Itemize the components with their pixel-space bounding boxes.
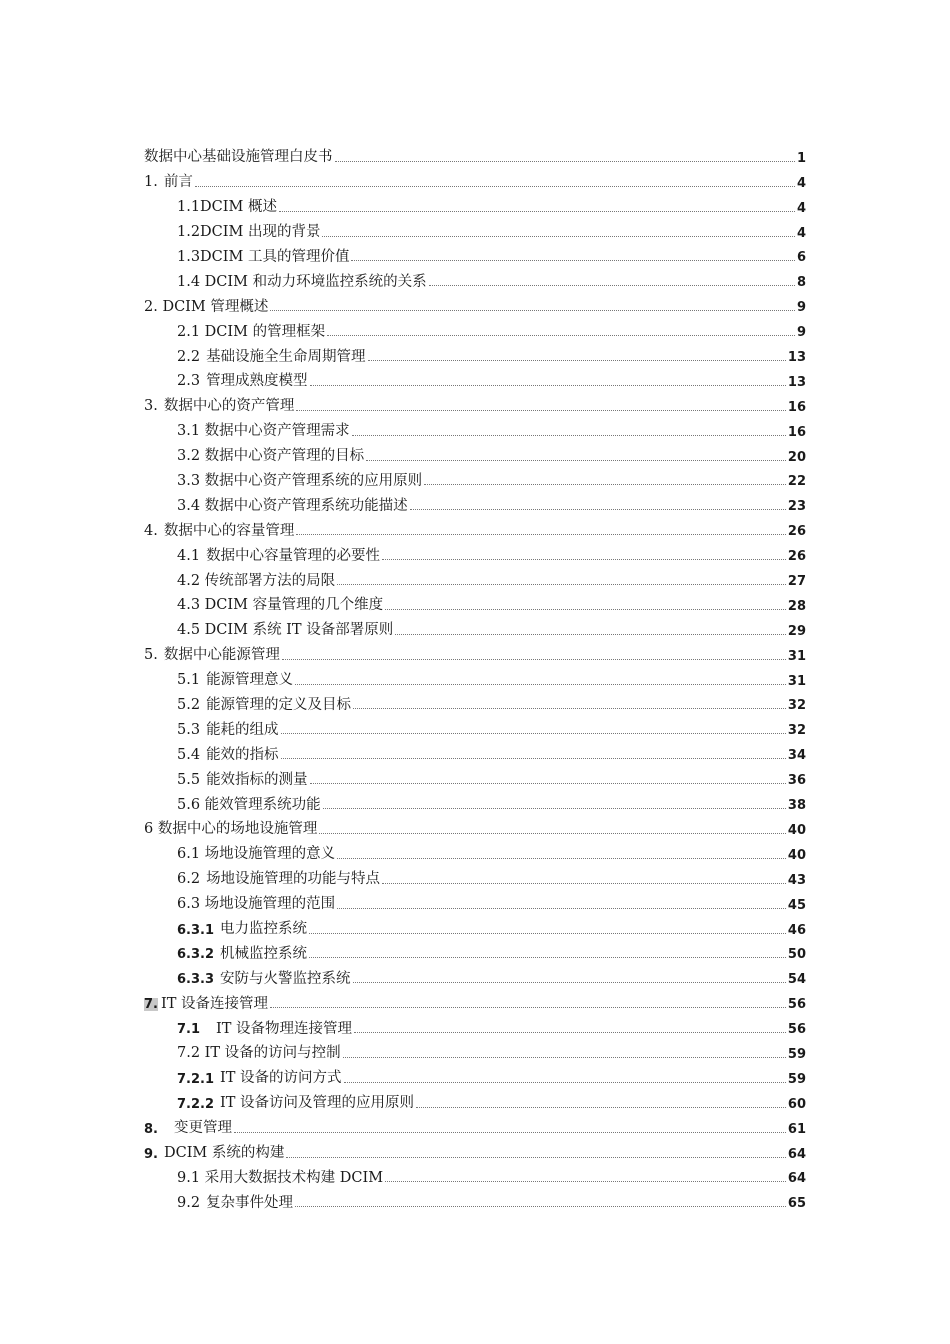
dot-leader	[385, 609, 786, 610]
toc-entry[interactable]	[144, 986, 806, 1011]
toc-entry-title: 安防与火警监控系统	[220, 970, 351, 987]
dot-leader	[366, 460, 786, 461]
toc-entry-label	[177, 574, 335, 589]
toc-entry-number: 7.	[144, 997, 158, 1013]
toc-entry-page: 54	[787, 972, 806, 988]
toc-entry-number: 5.2	[177, 696, 201, 713]
toc-entry-label	[177, 200, 277, 215]
toc-entry-label	[144, 648, 280, 663]
toc-entry-title: 3.2 数据中心资产管理的目标	[177, 448, 365, 465]
toc-entry-page: 61	[787, 1121, 806, 1137]
toc-entry-page: 60	[787, 1096, 806, 1112]
dot-leader	[310, 385, 786, 386]
toc-entry[interactable]	[144, 314, 806, 339]
toc-entry-title: 变更管理	[173, 1120, 232, 1137]
toc-entry-label	[177, 474, 422, 489]
toc-entry-number: 9.	[144, 1146, 158, 1162]
toc-entry-label	[177, 723, 279, 738]
toc-entry-label	[177, 1046, 341, 1061]
toc-entry-title: 2. DCIM 管理概述	[144, 298, 269, 315]
toc-entry-label	[177, 1171, 383, 1186]
toc-entry-title: 数据中心的资产管理	[163, 398, 295, 415]
toc-entry-number: 5.1	[177, 672, 201, 689]
toc-entry-label	[177, 623, 393, 638]
toc-entry-label	[177, 798, 321, 813]
toc-entry[interactable]	[144, 1136, 806, 1161]
toc-entry-title: 数据中心的容量管理	[163, 522, 295, 539]
toc-entry-page: 31	[787, 673, 806, 689]
dot-leader	[337, 858, 786, 859]
toc-entry-label	[144, 300, 268, 315]
toc-entry-title: 能源管理意义	[206, 672, 294, 689]
toc-entry[interactable]	[144, 513, 806, 538]
toc-entry-number: 7.1	[177, 1022, 201, 1038]
toc-entry[interactable]	[144, 264, 806, 289]
toc-entry[interactable]	[144, 862, 806, 887]
toc-entry-title: 1.3DCIM 工具的管理价值	[177, 248, 350, 265]
toc-entry-page: 16	[787, 424, 806, 440]
toc-entry[interactable]	[144, 887, 806, 912]
dot-leader	[282, 659, 786, 660]
toc-entry-page: 8	[796, 275, 806, 291]
toc-entry-label	[177, 225, 320, 240]
toc-entry-label	[177, 922, 307, 937]
toc-entry-label	[144, 524, 294, 539]
toc-entry-title: 3.1 数据中心资产管理需求	[177, 423, 350, 440]
toc-entry-label	[177, 947, 307, 962]
toc-entry-page: 27	[787, 574, 806, 590]
toc-entry-page: 40	[787, 822, 806, 838]
toc-entry[interactable]	[144, 712, 806, 737]
toc-entry-title: 数据中心基础设施管理白皮书	[144, 149, 333, 166]
toc-entry-title: 能效的指标	[206, 746, 279, 763]
toc-entry-title: 4.2 传统部署方法的局限	[177, 572, 336, 589]
dot-leader	[295, 684, 786, 685]
toc-entry-title: 2.1 DCIM 的管理框架	[177, 323, 326, 340]
toc-entry[interactable]	[144, 1185, 806, 1210]
dot-leader	[353, 708, 786, 709]
toc-entry-number: 1.	[144, 174, 158, 191]
toc-entry-label	[177, 549, 380, 564]
toc-entry-number: 5.4	[177, 746, 201, 763]
toc-entry[interactable]	[144, 613, 806, 638]
toc-entry[interactable]	[144, 1036, 806, 1061]
dot-leader	[195, 186, 795, 187]
dot-leader	[322, 236, 794, 237]
toc-entry-page: 13	[787, 374, 806, 390]
dot-leader	[395, 634, 786, 635]
dot-leader	[270, 310, 795, 311]
toc-entry-label	[144, 175, 193, 190]
toc-entry-label	[177, 374, 308, 389]
toc-entry-page: 65	[787, 1196, 806, 1212]
dot-leader	[410, 509, 786, 510]
toc-entry-number: 5.5	[177, 771, 201, 788]
table-of-contents	[144, 140, 806, 1210]
toc-entry-title: 6.3 场地设施管理的范围	[177, 896, 336, 913]
toc-entry-number: 2.3	[177, 373, 201, 390]
toc-entry-page: 45	[787, 897, 806, 913]
toc-entry-title: 数据中心能源管理	[163, 647, 280, 664]
toc-entry[interactable]	[144, 165, 806, 190]
toc-entry-title: 3.3 数据中心资产管理系统的应用原则	[177, 472, 423, 489]
toc-entry-title: 4.3 DCIM 容量管理的几个维度	[177, 597, 384, 614]
toc-entry-page: 13	[787, 350, 806, 366]
toc-entry[interactable]	[144, 787, 806, 812]
toc-entry-title: 机械监控系统	[220, 945, 308, 962]
toc-entry-page: 9	[796, 325, 806, 341]
toc-entry-title: 5.6 能效管理系统功能	[177, 796, 321, 813]
toc-entry[interactable]	[144, 190, 806, 215]
toc-entry-label	[144, 1146, 284, 1161]
toc-entry[interactable]	[144, 364, 806, 389]
toc-entry-title: 场地设施管理的功能与特点	[206, 871, 381, 888]
toc-entry-title: 4.5 DCIM 系统 IT 设备部署原则	[177, 622, 394, 639]
dot-leader	[327, 335, 795, 336]
toc-entry[interactable]	[144, 563, 806, 588]
toc-entry-title: DCIM 系统的构建	[163, 1145, 285, 1162]
dot-leader	[295, 1206, 786, 1207]
dot-leader	[352, 435, 786, 436]
toc-entry-title: 1.1DCIM 概述	[177, 199, 277, 216]
toc-entry-page: 56	[787, 1022, 806, 1038]
dot-leader	[344, 1082, 786, 1083]
toc-entry-title: 电力监控系统	[220, 921, 308, 937]
toc-entry-number: 6.3.2	[177, 947, 215, 963]
toc-entry-title: 数据中心容量管理的必要性	[206, 547, 381, 564]
toc-entry-page: 16	[787, 399, 806, 415]
toc-entry-label	[144, 150, 333, 165]
dot-leader	[335, 161, 795, 162]
dot-leader	[270, 1007, 786, 1008]
toc-entry[interactable]	[144, 688, 806, 713]
toc-entry[interactable]	[144, 538, 806, 563]
toc-entry-page: 26	[787, 549, 806, 565]
toc-entry-label	[177, 1096, 414, 1111]
toc-entry[interactable]	[144, 837, 806, 862]
toc-entry[interactable]	[144, 289, 806, 314]
toc-entry-page: 38	[787, 798, 806, 814]
toc-entry-page: 43	[787, 872, 806, 888]
toc-entry-label	[177, 748, 279, 763]
toc-entry[interactable]	[144, 961, 806, 986]
toc-entry-label	[177, 1196, 293, 1211]
dot-leader	[424, 484, 786, 485]
dot-leader	[354, 1032, 786, 1033]
toc-entry-title: 能源管理的定义及目标	[206, 696, 352, 713]
dot-leader	[353, 982, 786, 983]
toc-entry-page: 9	[796, 300, 806, 316]
toc-entry-number: 7.2.1	[177, 1071, 215, 1087]
dot-leader	[296, 534, 786, 535]
toc-entry[interactable]	[144, 488, 806, 513]
dot-leader	[309, 933, 786, 934]
toc-entry-title: 管理成熟度模型	[206, 373, 308, 390]
dot-leader	[429, 285, 795, 286]
toc-entry[interactable]	[144, 1111, 806, 1136]
toc-entry[interactable]	[144, 737, 806, 762]
toc-entry-page: 4	[796, 225, 806, 241]
toc-entry[interactable]	[144, 937, 806, 962]
toc-entry-label	[177, 449, 364, 464]
toc-entry-label	[177, 698, 351, 713]
dot-leader	[310, 783, 786, 784]
toc-entry-title: 前言	[163, 174, 193, 191]
toc-entry[interactable]	[144, 638, 806, 663]
dot-leader	[337, 908, 786, 909]
toc-entry[interactable]	[144, 439, 806, 464]
toc-entry[interactable]	[144, 140, 806, 165]
dot-leader	[281, 733, 786, 734]
toc-entry-title: 1.4 DCIM 和动力环境监控系统的关系	[177, 273, 427, 290]
toc-entry-page: 29	[787, 623, 806, 639]
toc-entry-label	[177, 250, 349, 265]
toc-entry-title: IT 设备访问及管理的应用原则	[220, 1095, 415, 1112]
toc-entry-title: 基础设施全生命周期管理	[206, 348, 366, 365]
toc-entry-label	[177, 598, 383, 613]
toc-entry-page: 40	[787, 847, 806, 863]
toc-entry-page: 32	[787, 698, 806, 714]
toc-entry-title: 6.1 场地设施管理的意义	[177, 846, 336, 863]
toc-entry-page: 4	[796, 200, 806, 216]
toc-entry[interactable]	[144, 414, 806, 439]
toc-entry-page: 20	[787, 449, 806, 465]
toc-entry-title: IT 设备物理连接管理	[216, 1020, 353, 1037]
toc-entry-page: 59	[787, 1071, 806, 1087]
toc-entry-label	[177, 424, 350, 439]
toc-entry[interactable]	[144, 240, 806, 265]
toc-entry-label	[177, 673, 293, 688]
toc-entry-title: IT 设备连接管理	[160, 995, 268, 1012]
toc-entry-label	[177, 350, 366, 365]
dot-leader	[309, 957, 786, 958]
dot-leader	[343, 1057, 786, 1058]
toc-entry-label	[177, 275, 427, 290]
toc-entry[interactable]	[144, 389, 806, 414]
toc-entry-page: 59	[787, 1046, 806, 1062]
toc-entry-page: 64	[787, 1171, 806, 1187]
toc-entry-number: 6.2	[177, 871, 201, 888]
dot-leader	[337, 584, 786, 585]
toc-entry-title: 能耗的组成	[206, 721, 279, 738]
toc-entry[interactable]	[144, 1086, 806, 1111]
toc-entry-number: 2.2	[177, 348, 201, 365]
toc-entry[interactable]	[144, 663, 806, 688]
toc-entry[interactable]	[144, 912, 806, 937]
toc-entry-number: 4.1	[177, 547, 201, 564]
toc-entry[interactable]	[144, 339, 806, 364]
dot-leader	[416, 1107, 786, 1108]
toc-entry-page: 23	[787, 499, 806, 515]
toc-entry-label	[177, 499, 408, 514]
toc-entry-label	[177, 847, 335, 862]
toc-entry-title: IT 设备的访问方式	[220, 1070, 342, 1087]
dot-leader	[286, 1157, 786, 1158]
toc-entry-number: 7.2.2	[177, 1096, 215, 1112]
toc-entry-number: 5.3	[177, 721, 201, 738]
toc-entry-number: 3.	[144, 398, 158, 415]
toc-entry-label	[144, 1121, 232, 1136]
toc-entry-label	[144, 997, 268, 1012]
toc-entry-label	[177, 897, 335, 912]
toc-entry-title: 7.2 IT 设备的访问与控制	[177, 1045, 341, 1062]
toc-entry-number: 4.	[144, 522, 158, 539]
toc-entry[interactable]	[144, 464, 806, 489]
toc-entry-number: 9.2	[177, 1194, 201, 1211]
toc-entry-page: 34	[787, 748, 806, 764]
toc-entry-page: 46	[787, 922, 806, 938]
toc-entry-page: 4	[796, 175, 806, 191]
toc-entry[interactable]	[144, 1061, 806, 1086]
toc-entry-page: 64	[787, 1146, 806, 1162]
toc-entry-label	[144, 822, 317, 837]
toc-entry-page: 36	[787, 773, 806, 789]
dot-leader	[351, 260, 794, 261]
dot-leader	[385, 1181, 786, 1182]
dot-leader	[323, 808, 786, 809]
toc-entry[interactable]	[144, 812, 806, 837]
dot-leader	[281, 758, 786, 759]
toc-entry-title: 6 数据中心的场地设施管理	[144, 821, 318, 838]
toc-entry-label	[144, 399, 294, 414]
toc-entry[interactable]	[144, 1161, 806, 1186]
toc-entry-number: 5.	[144, 647, 158, 664]
toc-entry-page: 32	[787, 723, 806, 739]
dot-leader	[296, 410, 786, 411]
toc-entry-page: 26	[787, 524, 806, 540]
toc-entry-title: 能效指标的测量	[206, 771, 308, 788]
toc-entry-page: 28	[787, 598, 806, 614]
toc-entry-title: 复杂事件处理	[206, 1194, 294, 1211]
dot-leader	[279, 211, 795, 212]
toc-entry-page: 50	[787, 947, 806, 963]
toc-entry-title: 9.1 采用大数据技术构建 DCIM	[177, 1169, 384, 1186]
toc-entry-page: 6	[796, 250, 806, 266]
toc-entry[interactable]	[144, 215, 806, 240]
toc-entry-number: 6.3.1	[177, 922, 215, 938]
dot-leader	[382, 559, 786, 560]
toc-entry[interactable]	[144, 762, 806, 787]
dot-leader	[382, 883, 786, 884]
toc-entry-label	[177, 773, 308, 788]
toc-entry[interactable]	[144, 1011, 806, 1036]
toc-entry-label	[177, 872, 380, 887]
toc-entry-page: 31	[787, 648, 806, 664]
toc-entry-label	[177, 325, 325, 340]
toc-entry-page: 56	[787, 997, 806, 1013]
dot-leader	[368, 360, 786, 361]
dot-leader	[234, 1132, 786, 1133]
toc-entry-number: 6.3.3	[177, 972, 215, 988]
toc-entry-label	[177, 972, 351, 987]
toc-entry-label	[177, 1022, 352, 1037]
toc-entry-number: 8.	[144, 1121, 158, 1137]
dot-leader	[319, 833, 786, 834]
toc-entry-title: 1.2DCIM 出现的背景	[177, 224, 321, 241]
toc-entry[interactable]	[144, 588, 806, 613]
toc-entry-label	[177, 1071, 342, 1086]
toc-entry-page: 22	[787, 474, 806, 490]
toc-entry-page: 1	[796, 150, 806, 166]
toc-entry-title: 3.4 数据中心资产管理系统功能描述	[177, 497, 408, 514]
